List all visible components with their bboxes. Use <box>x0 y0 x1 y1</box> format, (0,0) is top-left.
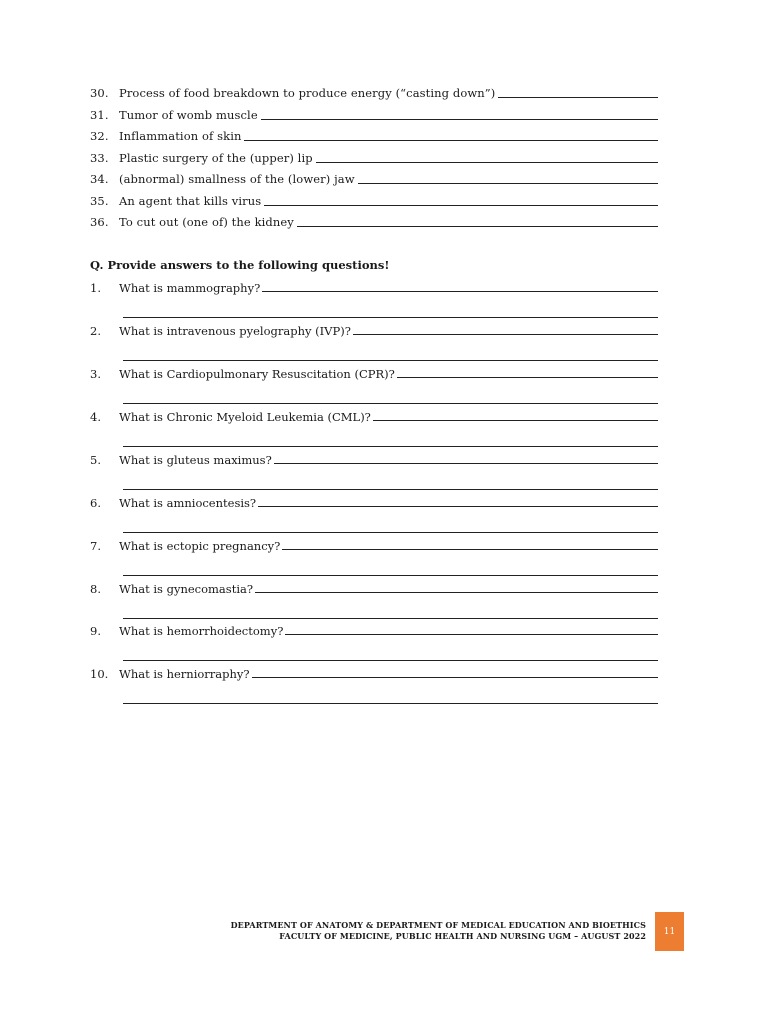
page-footer <box>231 920 646 942</box>
question-item-3 <box>90 365 658 404</box>
answer-line-continued[interactable] <box>123 618 658 619</box>
footer-department: DEPARTMENT OF ANATOMY & DEPARTMENT OF MEDICAL EDUCATION AND BIOETHICS <box>230 920 646 930</box>
question-number: 10. <box>90 667 109 681</box>
question-number: 3. <box>90 367 101 381</box>
question-number: 1. <box>90 281 101 295</box>
term-number: 36. <box>90 215 109 229</box>
term-item-32 <box>90 129 658 143</box>
answer-line-continued[interactable] <box>123 403 658 404</box>
answer-line[interactable] <box>373 411 658 421</box>
term-item-34 <box>90 172 658 186</box>
answer-line-continued[interactable] <box>123 660 658 661</box>
answer-line[interactable] <box>316 153 658 163</box>
question-number: 6. <box>90 496 101 510</box>
question-text: What is gluteus maximus? <box>119 453 272 467</box>
term-number: 35. <box>90 194 109 208</box>
answer-line-continued[interactable] <box>123 360 658 361</box>
answer-line-continued[interactable] <box>123 575 658 576</box>
question-number: 5. <box>90 453 101 467</box>
footer-faculty: FACULTY OF MEDICINE, PUBLIC HEALTH AND NURSING UGM – AUGUST 2022 <box>279 931 646 941</box>
answer-line[interactable] <box>255 583 658 593</box>
answer-line-continued[interactable] <box>123 703 658 704</box>
term-item-33 <box>90 151 658 165</box>
term-text: To cut out (one of) the kidney <box>119 215 294 229</box>
term-number: 32. <box>90 129 109 143</box>
answer-line[interactable] <box>244 131 658 141</box>
question-text: What is intravenous pyelography (IVP)? <box>119 324 351 338</box>
answer-line-continued[interactable] <box>123 446 658 447</box>
answer-line[interactable] <box>264 196 658 206</box>
answer-line[interactable] <box>262 282 658 292</box>
answer-line[interactable] <box>297 217 658 227</box>
term-text: Tumor of womb muscle <box>119 108 258 122</box>
question-item-10 <box>90 665 658 704</box>
question-item-6 <box>90 494 658 533</box>
question-item-8 <box>90 580 658 619</box>
answer-line[interactable] <box>282 540 658 550</box>
question-text: What is amniocentesis? <box>119 496 257 510</box>
question-number: 2. <box>90 324 101 338</box>
term-text: (abnormal) smallness of the (lower) jaw <box>119 172 355 186</box>
term-number: 33. <box>90 151 109 165</box>
term-item-31 <box>90 108 658 122</box>
page-number-badge <box>655 912 684 951</box>
term-text: Inflammation of skin <box>119 129 242 143</box>
term-item-35 <box>90 194 658 208</box>
answer-line[interactable] <box>252 668 658 678</box>
question-text: What is mammography? <box>119 281 261 295</box>
question-item-4 <box>90 408 658 447</box>
answer-line[interactable] <box>258 497 658 507</box>
answer-line-continued[interactable] <box>123 532 658 533</box>
answer-line[interactable] <box>358 174 658 184</box>
question-item-5 <box>90 451 658 490</box>
question-item-1 <box>90 279 658 318</box>
question-text: What is herniorraphy? <box>119 667 250 681</box>
term-number: 31. <box>90 108 109 122</box>
question-number: 4. <box>90 410 101 424</box>
answer-line-continued[interactable] <box>123 317 658 318</box>
term-text: An agent that kills virus <box>119 194 262 208</box>
question-text: What is gynecomastia? <box>119 582 254 596</box>
question-text: What is Cardiopulmonary Resuscitation (CPR)? <box>119 367 395 381</box>
page-number: 11 <box>663 926 676 937</box>
answer-line[interactable] <box>397 368 658 378</box>
question-number: 8. <box>90 582 101 596</box>
section-heading: Q. Provide answers to the following questions! <box>90 258 390 272</box>
question-text: What is Chronic Myeloid Leukemia (CML)? <box>119 410 371 424</box>
question-text: What is hemorrhoidectomy? <box>119 624 284 638</box>
term-text: Plastic surgery of the (upper) lip <box>119 151 313 165</box>
answer-line[interactable] <box>353 325 658 335</box>
answer-line[interactable] <box>285 625 658 635</box>
question-item-9 <box>90 622 658 661</box>
answer-line[interactable] <box>498 88 658 98</box>
term-text: Process of food breakdown to produce energy (“casting down”) <box>119 86 496 100</box>
question-item-7 <box>90 537 658 576</box>
term-item-36 <box>90 215 658 229</box>
question-number: 9. <box>90 624 101 638</box>
answer-line[interactable] <box>274 454 658 464</box>
answer-line[interactable] <box>261 110 658 120</box>
term-item-30 <box>90 86 658 100</box>
question-item-2 <box>90 322 658 361</box>
term-number: 34. <box>90 172 109 186</box>
term-number: 30. <box>90 86 109 100</box>
answer-line-continued[interactable] <box>123 489 658 490</box>
question-text: What is ectopic pregnancy? <box>119 539 281 553</box>
question-number: 7. <box>90 539 101 553</box>
